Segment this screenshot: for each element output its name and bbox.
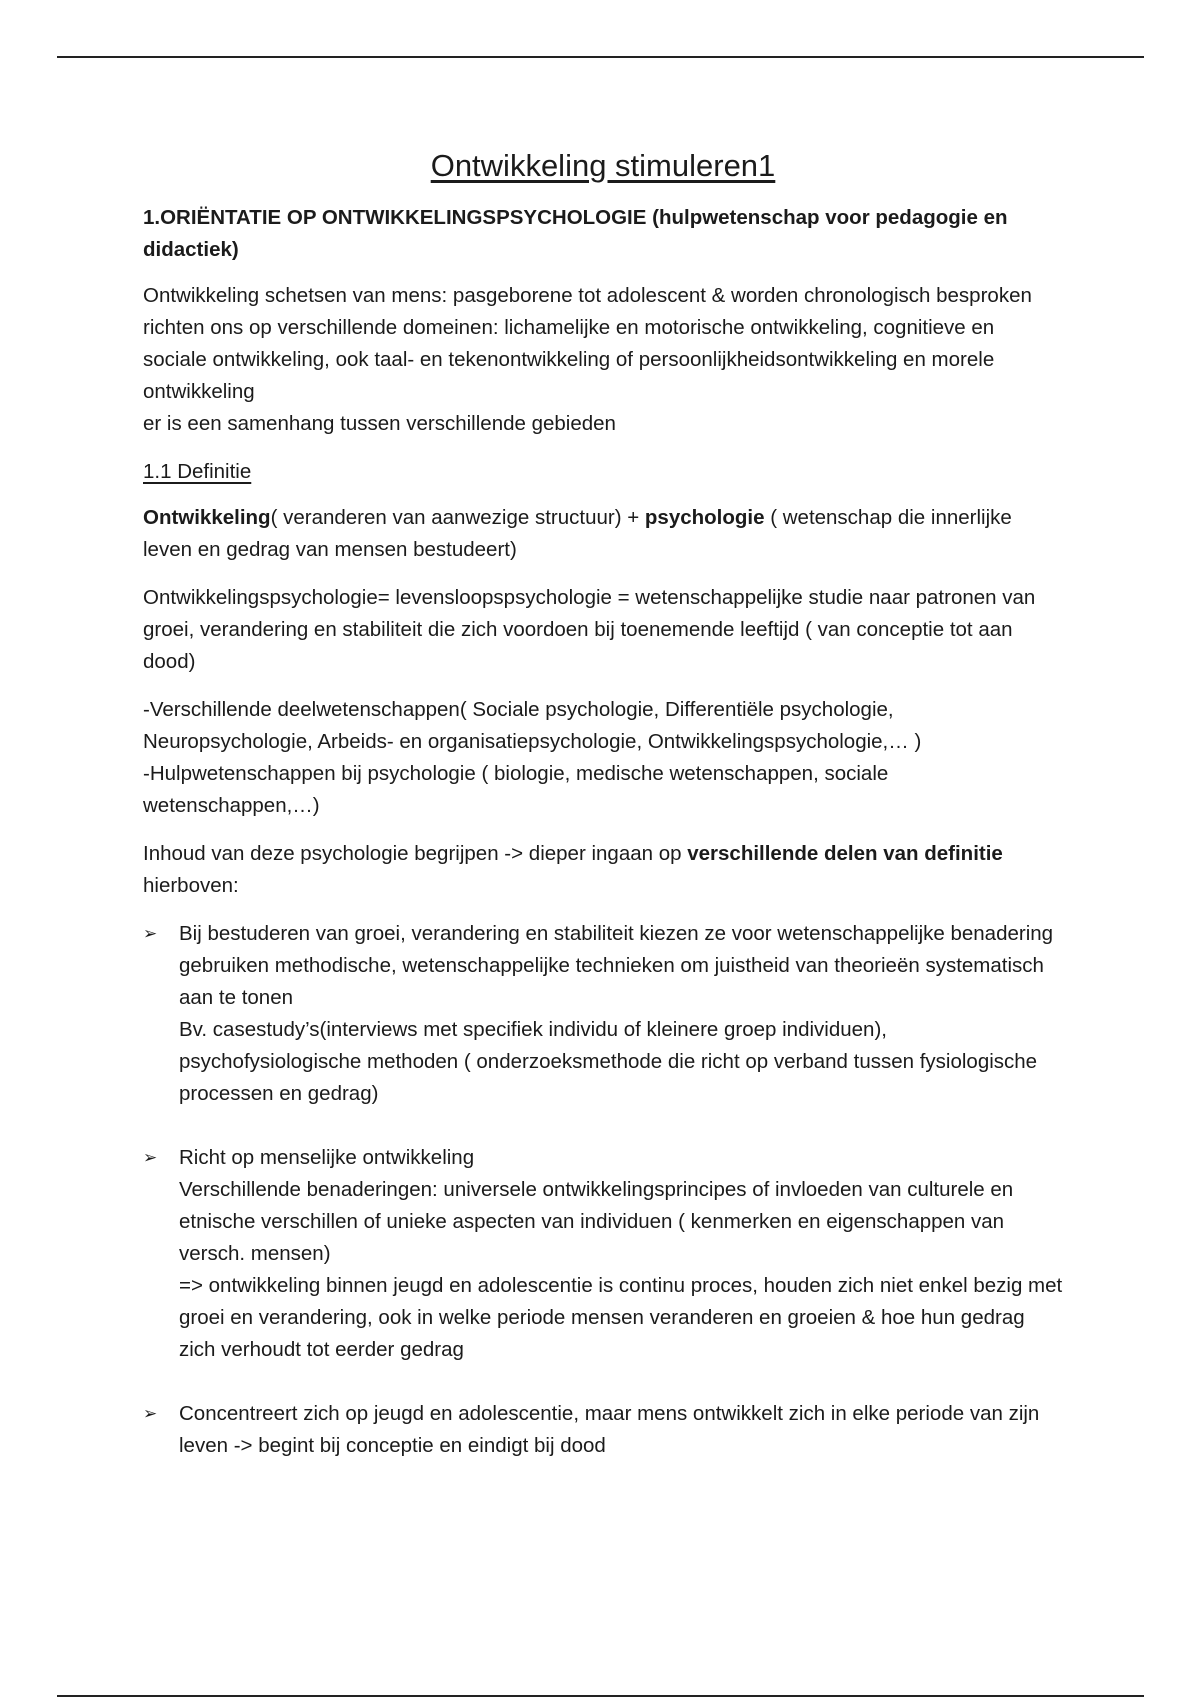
definition-text: ( wetenschap die innerlijke leven en gedrag van mensen bestudeert) [143, 506, 1012, 561]
definition-paragraph [143, 502, 1063, 566]
list-item [143, 1142, 1063, 1366]
arrow-bullet-icon: ➢ [143, 1148, 158, 1167]
bullet-line: Concentreert zich op jeugd en adolescentie, maar mens ontwikkelt zich in elke periode van zijn leven -> begint bij conceptie en eindigt bij dood [179, 1402, 1040, 1457]
intro-line: Ontwikkeling schetsen van mens: pasgeborene tot adolescent & worden chronologisch besproken [143, 284, 1032, 307]
page-title: Ontwikkeling stimuleren1 [430, 148, 776, 183]
arrow-bullet-icon: ➢ [143, 924, 158, 943]
intro-line: er is een samenhang tussen verschillende gebieden [143, 412, 616, 435]
psychology-definition-paragraph: Ontwikkelingspsychologie= levensloopspsychologie = wetenschappelijke studie naar patronen van groei, verandering en stabiliteit die zich voordoen bij toenemende leeftijd ( van conceptie tot aan dood) [143, 586, 1036, 673]
bullet-line: Bij bestuderen van groei, verandering en stabiliteit kiezen ze voor wetenschappelijke benadering [179, 922, 1054, 945]
disciplines-line: -Verschillende deelwetenschappen( Sociale psychologie, Differentiële psychologie, Neuropsychologie, Arbeids- en organisatiepsychologie, Ontwikkelingspsychologie,… ) [143, 698, 922, 753]
bottom-rule [57, 1695, 1144, 1697]
content-paragraph [143, 838, 1063, 902]
document-body [143, 140, 1063, 1494]
list-item [143, 1398, 1063, 1462]
definition-term: psychologie [644, 506, 765, 529]
bullet-line: gebruiken methodische, wetenschappelijke technieken om juistheid van theorieën systematisch aan te tonen [179, 954, 1044, 1009]
bullet-line: Bv. casestudy’s(interviews met specifiek individu of kleinere groep individuen), psychofysiologische methoden ( onderzoeksmethode die richt op verband tussen fysiologische processen en gedrag) [179, 1018, 1038, 1105]
content-text: Inhoud van deze psychologie begrijpen -> dieper ingaan op [143, 842, 688, 865]
intro-paragraph [143, 280, 1063, 440]
arrow-bullet-icon: ➢ [143, 1404, 158, 1423]
section-heading: 1.ORIËNTATIE OP ONTWIKKELINGSPSYCHOLOGIE (hulpwetenschap voor pedagogie en didactiek) [143, 206, 1008, 261]
subsection-title: 1.1 Definitie [143, 460, 252, 483]
bullet-list [143, 918, 1063, 1462]
list-item [143, 918, 1063, 1110]
bullet-line: Verschillende benaderingen: universele ontwikkelingsprincipes of invloeden van culturele en etnische verschillen of unieke aspecten van individuen ( kenmerken en eigenschappen van versch. mensen) [179, 1178, 1014, 1265]
definition-text: ( veranderen van aanwezige structuur) + [270, 506, 645, 529]
content-bold: verschillende delen van definitie [687, 842, 1003, 865]
disciplines-paragraph [143, 694, 1063, 822]
intro-line: richten ons op verschillende domeinen: lichamelijke en motorische ontwikkeling, cognitieve en sociale ontwikkeling, ook taal- en tekenontwikkeling of persoonlijkheidsontwikkeling en morele ontwikkeling [143, 316, 995, 403]
disciplines-line: -Hulpwetenschappen bij psychologie ( biologie, medische wetenschappen, sociale wetenschappen,…) [143, 762, 889, 817]
top-rule [57, 56, 1144, 58]
bullet-line: => ontwikkeling binnen jeugd en adolescentie is continu proces, houden zich niet enkel bezig met groei en verandering, ook in welke periode mensen veranderen en groeien & hoe hun gedrag zich verhoudt tot eerder gedrag [179, 1274, 1063, 1361]
definition-term: Ontwikkeling [143, 506, 271, 529]
bullet-line: Richt op menselijke ontwikkeling [179, 1146, 475, 1169]
content-text: hierboven: [143, 874, 239, 897]
